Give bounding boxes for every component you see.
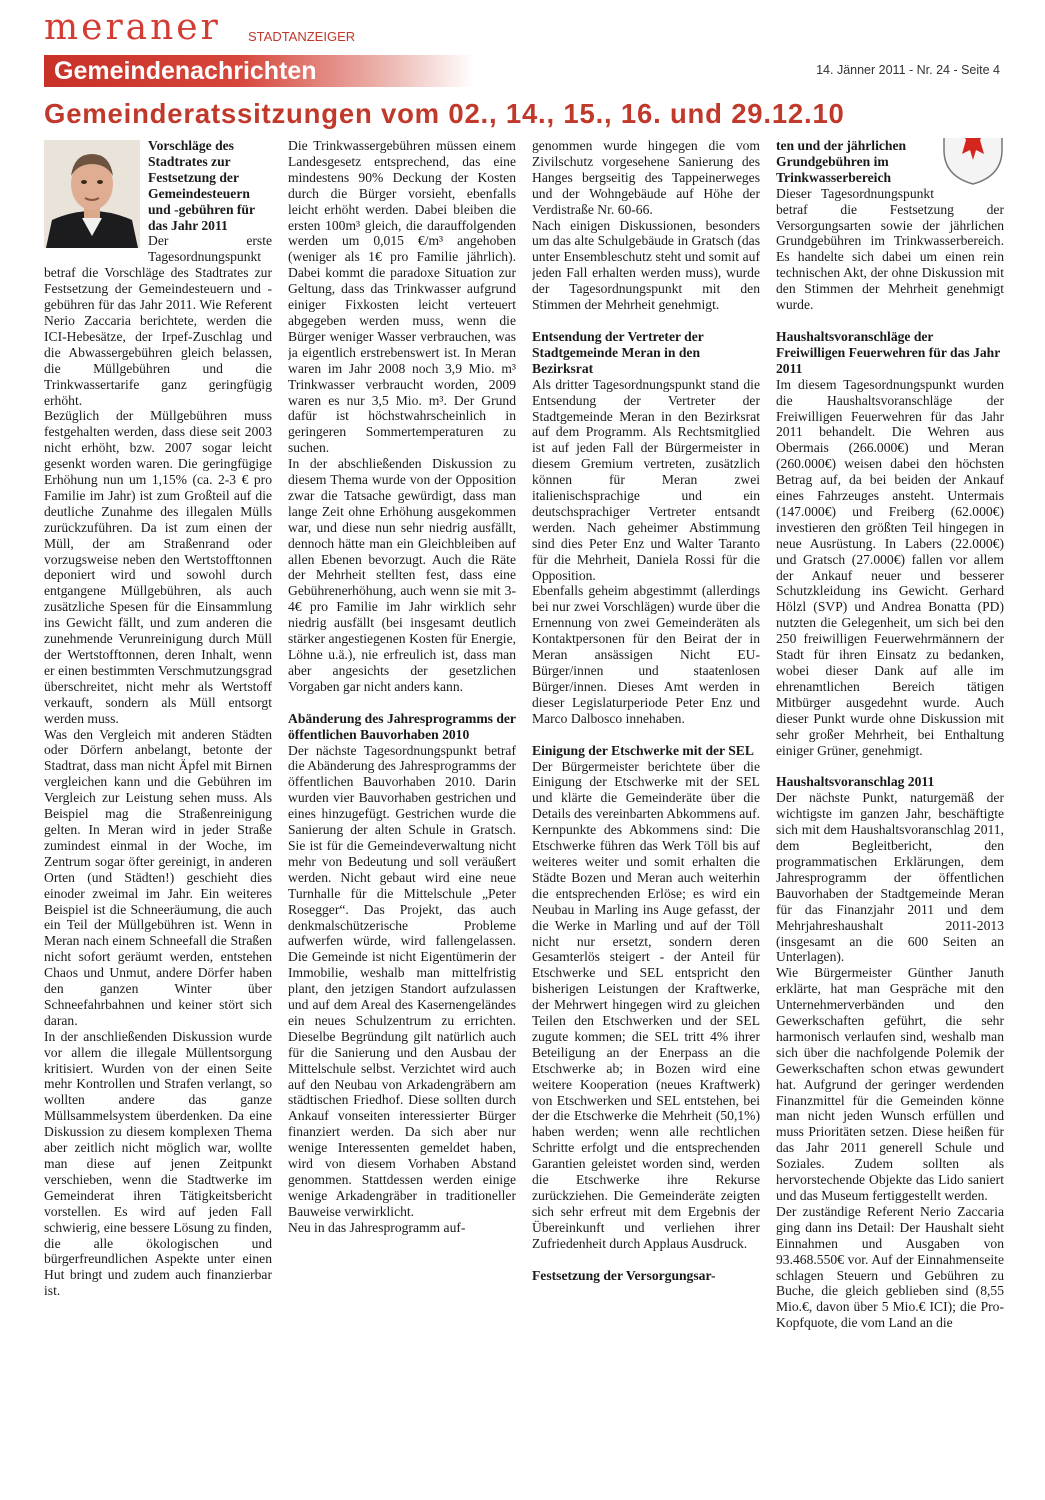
paragraph: Wie Bürgermeister Günther Januth erklärte, hat man Gespräche mit den Unternehmerverbänden und den Gewerkschaften geführt, die sehr harmonisch verlaufen sind, weshalb man sich über die nachfolgende Polemik der Gewerkschaften schon etwas gewundert hat. Aufgrund der geringer werdenden Finanzmittel für die Gemeinden könne man nicht jeden Wunsch erfüllen und muss Prioritäten setzen. Diese heißen für das Jahr 2011 generell Schule und Soziales. Zudem sollten als hervorstechende Objekte das Lido saniert und das Museum fertiggestellt werden. — [776, 965, 1004, 1203]
column-4 — [776, 138, 1004, 1488]
article-headline: Gemeinderatssitzungen vom 02., 14., 15., 16. und 29.12.10 — [44, 98, 845, 129]
paragraph: Der nächste Tagesordnungspunkt betraf die Abänderung des Jahresprogramms der öffentlichen Bauvorhaben 2010. Darin wurden vier Bauvorhaben gestrichen und eines hinzugefügt. Gestrichen wurde die Sanierung der alten Schule in Gratsch. Sie ist für die Gemeindeverwaltung nicht mehr von Bedeutung und soll veräußert werden. Nicht gebaut wird eine neue Turnhalle für die Mittelschule „Peter Rosegger“. Das Projekt, das auch denkmalschützerische Probleme aufwerfen würde, wird fallengelassen. Die Gemeinde ist nicht Eigentümerin der Immobilie, weshalb man mittelfristig plant, den jetzigen Standort aufzulassen und auf dem Areal des Kasernengeländes ein neues Schulzentrum zu errichten. Dieselbe Begründung gilt natürlich auch für die Sanierung und den Ausbau der Mittelschule selbst. Verzichtet wird auch auf den Neubau von Arkadengräbern am städtischen Friedhof. Diese sollten durch Ankauf vonseiten interessierter Bürger finanziert werden. Da sich aber nur wenige Interessenten gemeldet haben, wird von diesem Vorhaben Abstand genommen. Stattdessen werden einige wenige Arkadengräber in traditioneller Bauweise verwirklicht. — [288, 742, 516, 1219]
brand-subtitle: STADTANZEIGER — [248, 29, 356, 44]
paragraph: Ebenfalls geheim abgestimmt (allerdings bei nur zwei Vorschlägen) wurde über die Ernennung von zwei Gemeinderäten als Kontaktpersonen für den Beirat der in Meran ansässigen Nicht EU-Bürger/innen und staatenlosen Bürger/innen. Dieses Amt werden in dieser Legislaturperiode Peter Enz und Marco Dalbosco innehaben. — [532, 583, 760, 726]
paragraph: Dieser Tagesordnungspunkt betraf die Festsetzung der Versorgungsarten sowie der jährlichen Grundgebühren im Trinkwasserbereich. Es handelte sich dabei um einen rein technischen Akt, der ohne Diskussion mit den Stimmen der Mehrheit genehmigt wurde. — [776, 185, 1004, 313]
paragraph: Als dritter Tagesordnungspunkt stand die Entsendung der Vertreter der Stadtgemeinde Meran in den Bezirksrat auf dem Programm. Als Rechtsmitglied ist auf jeden Fall der Bürgermeister in diesem Gremium vertreten, zusätzlich können für Meran zwei italienischsprachige und ein deutschsprachiger Vertreter entsandt werden. Nach geheimer Abstimmung sind dies Peter Enz und Walter Taranto für die Mehrheit, Daniela Rossi für die Opposition. — [532, 376, 760, 583]
masthead — [44, 7, 356, 48]
paragraph: genommen wurde hingegen die vom Zivilschutz vorgesehene Sanierung des Hanges bergseitig des Tappeinerweges und der Wohngebäude auf Höhe der Verdistraße Nr. 60-66. — [532, 138, 760, 217]
paragraph: Die Trinkwassergebühren müssen einem Landesgesetz entsprechend, das eine mindestens 90% Deckung der Kosten durch die Bürger vorsieht, ebenfalls leicht erhöht werden. Dabei bleiben die ersten 100m³ gleich, die darauffolgenden werden um 0,015 €/m³ angehoben (weniger als 1€ pro Familie jährlich). Dabei kommt die paradoxe Situation zur Geltung, dass das Trinkwasser aufgrund einiger Fixkosten leicht verteuert abgegeben werden muss, wenn die Bürger weniger Wasser verbrauchen, was ja eigentlich erstrebenswert ist. In Meran waren im Jahr 2008 noch 3,9 Mio. m³ Trinkwasser verbraucht worden, 2009 waren es nur 3,5 Mio. m³. Der Grund dafür ist höchstwahrscheinlich in geringeren Sommertemperaturen zu suchen. — [288, 138, 516, 456]
paragraph: Der erste Tagesordnungspunkt betraf die Vorschläge des Stadtrates zur Festsetzung der Gemeindesteuern und -gebühren für das Jahr 2011. Wie Referent Nerio Zaccaria berichtete, werden die ICI-Hebesätze, der Irpef-Zuschlag und die Abwassergebühren gleich belassen, die Müllgebühren und die Trinkwassertarife ganz geringfügig erhöht. — [44, 233, 272, 408]
portrait-photo — [44, 140, 140, 248]
paragraph: In der anschließenden Diskussion wurde vor allem die illegale Müllentsorgung kritisiert. Wurden von der einen Seite mehr Kontrollen und Strafen verlangt, so wollten andere das ganze Müllsammelsystem überdenken. Da eine Diskussion zu diesem komplexen Thema aber zeitlich nicht möglich war, wollte man diese auf jenen Zeitpunkt verschieben, wenn die Stadtwerke im Gemeinderat ihren Tätigkeitsbericht vorstellen. Es wird auf jeden Fall schwierig, eine bessere Lösung zu finden, die alle ökologischen und bürgerfreundlichen Aspekte unter einen Hut bringt und zudem auch finanzierbar ist. — [44, 1028, 272, 1299]
heading-steuern: Vorschläge des Stadtrates zur Festsetzung der Gemeindesteuern und -gebühren für das Jahr 2011 — [148, 138, 255, 233]
column-1 — [44, 138, 272, 1458]
brand-logo: meraner — [44, 7, 221, 48]
paragraph: Was den Vergleich mit anderen Städten oder Dörfern anbelangt, betonte der Stadtrat, dass man nicht Äpfel mit Birnen vergleichen kann und die Gebühren im Vergleich zur Leistung sehen muss. Als Beispiel mag die Straßenreinigung gelten. In Meran wird in jeder Straße zumindest einmal in der Woche, im Zentrum sogar öfter gereinigt, in anderen Orten (und Städten!) geschieht dies einoder zweimal im Jahr. Ein weiteres Beispiel ist die Schneeräumung, die auch ein Teil der Müllgebühren ist. Wenn in Meran nach einem Schneefall die Straßen nicht sofort geräumt werden, entstehen Chaos und Unmut, andere Dörfer haben den ganzen Winter über Schneefahrbahnen und keiner stört sich daran. — [44, 726, 272, 1028]
paragraph: Im diesem Tagesordnungspunkt wurden die Haushaltsvoranschläge der Freiwilligen Feuerwehren für das Jahr 2011 behandelt. Die Wehren aus Obermais (266.000€) und Meran (260.000€) weisen dabei den höchsten Betrag auf, da bei beiden der Ankauf eines Fahrzeuges ansteht. Untermais (147.000€) und Freiberg (62.000€) investieren den größten Teil hingegen in neue Ausrüstung. In Labers (22.000€) und Gratsch (27.000€) fallen vor allem der Ankauf neuer und besserer Schutzkleidung ins Gewicht. Gerhard Hölzl (SVP) und Andrea Bonatta (PD) nutzten die Gelegenheit, um sich bei den 250 freiwilligen Feuerwehrmännern der Stadt für ihren Einsatz zu bedanken, wobei dieser Dank auf alle im ehrenamtlichen Bereich tätigen Mitbürger ausgedehnt wurde. Auch dieser Punkt wurde ohne Diskussion mit sehr großer Mehrheit, bei Enthaltung einiger Grüner, genehmigt. — [776, 376, 1004, 758]
paragraph: Neu in das Jahresprogramm auf- — [288, 1219, 466, 1235]
column-3 — [532, 138, 760, 1478]
heading-versorgungsarten: Festsetzung der Versorgungsar- — [532, 1267, 716, 1283]
heading-bauvorhaben: Abänderung des Jahresprogramms der öffentlichen Bauvorhaben 2010 — [288, 710, 516, 742]
issue-info: 14. Jänner 2011 - Nr. 24 - Seite 4 — [816, 63, 1000, 77]
coat-of-arms-icon — [942, 138, 1004, 186]
paragraph: Der Bürgermeister berichtete über die Einigung der Etschwerke mit der SEL und klärte die Gemeinderäte über die Details des vereinbarten Abkommens auf. Kernpunkte des Abkommens sind: Die Etschwerke führen das Werk Töll bis auf weiteres weiter und somit erhalten die Städte Bozen und Meran auch weiterhin die entsprechenden Erlöse; es wird ein Neubau in Marling ins Auge gefasst, der die Werke in Marling und auf der Töll nicht nur ersetzt, sondern deren Gesamterlös steigert - der Anteil für Etschwerke und SEL entspricht den bisherigen Leistungen der Kraftwerke, der Mehrwert hingegen wird zu gleichen Teilen den Etschwerken und der SEL zugute kommen; die SEL tritt 4% ihrer Beteiligung an der Enerpass an die Etschwerke ab; in Bozen wird eine weitere Kooperation (neues Kraftwerk) von Etschwerken und SEL entstehen, bei der die Etschwerke die Mehrheit (50,1%) haben werden; wenn alle rechtlichen Schritte erfolgt und die entsprechenden Garantien geleistet worden sind, werden die Etschwerke ihre Rekurse zurückziehen. Die Gemeinderäte zeigten sich sehr erfreut mit dem Ergebnis der Übereinkunft und verliehen ihrer Zufriedenheit durch Applaus Ausdruck. — [532, 758, 760, 1251]
paragraph: Nach einigen Diskussionen, besonders um das alte Schulgebäude in Gratsch (das unter Ensembleschutz steht und somit auf jeden Fall erhalten werden muss), wurde der Tagesordnungspunkt mit den Stimmen der Mehrheit genehmigt. — [532, 217, 760, 313]
paragraph: Der zuständige Referent Nerio Zaccaria ging dann ins Detail: Der Haushalt sieht Einnahmen und Ausgaben von 93.468.550€ vor. Auf der Einnahmenseite schlagen Steuern und Gebühren zu Buche, die gleich geblieben sind (8,55 Mio.€, davon über 5 Mio.€ ICI); die Pro-Kopfquote, die vom Land an die — [776, 1203, 1004, 1331]
column-2 — [288, 138, 516, 1488]
heading-trinkwasser: ten und der jährlichen Grundgebühren im Trinkwasserbereich — [776, 138, 907, 185]
section-title: Gemeindenachrichten — [54, 57, 317, 85]
paragraph: In der abschließenden Diskussion zu diesem Thema wurde von der Opposition zwar die Tatsache gewürdigt, dass man lange Zeit ohne Erhöhung ausgekommen war, und diese nun sehr niedrig ausfällt, dennoch hätte man ein Gleichbleiben auf allen Ebenen bevorzugt. Auch die Räte der Mehrheit stellten fest, dass eine Gebührenerhöhung, auch wenn sie mit 3-4€ pro Familie im Jahr wirklich sehr niedrig ausfällt (bei insgesamt deutlich stärker angestiegenen Kosten für Energie, Löhne u.ä.), nie erfreulich ist, dass man aber angesichts der gesetzlichen Vorgaben gar nicht anders kann. — [288, 456, 516, 694]
section-bar — [44, 55, 474, 87]
heading-etschwerke: Einigung der Etschwerke mit der SEL — [532, 742, 754, 758]
paragraph: Bezüglich der Müllgebühren muss festgehalten werden, dass diese seit 2003 nicht erhöht, bzw. 2007 sogar leicht gesenkt worden waren. Die geringfügige Erhöhung nun um 1,15% (ca. 2-3 € pro Familie im Jahr) ist zum Großteil auf die deutliche Zunahme des illegalen Mülls zurückzuführen. Da ist zum einen der Müll, der am Straßenrand oder vorzugsweise neben den Wertstofftonnen deponiert wird und sowohl durch entgangene Müllgebühren, als auch zusätzliche Spesen für die Einsammlung ins Gewicht fällt, und zum anderen die zunehmende Verunreinigung durch Müll der Wertstofftonnen, deren Inhalt, wenn er einen bestimmten Verschmutzungsgrad überschreitet, nicht mehr als Wertstoff verkauft, sondern als Müll entsorgt werden muss. — [44, 408, 272, 726]
heading-feuerwehren: Haushaltsvoranschläge der Freiwilligen Feuerwehren für das Jahr 2011 — [776, 328, 1001, 376]
paragraph: Der nächste Punkt, naturgemäß der wichtigste im ganzen Jahr, beschäftigte sich mit dem Haushaltsvoranschlag 2011, dem Begleitbericht, den programmatischen Erklärungen, dem Jahresprogramm der öffentlichen Bauvorhaben der Stadtgemeinde Meran für das Finanzjahr 2011 und dem Mehrjahreshaushalt 2011-2013 (insgesamt an die 600 Seiten an Unterlagen). — [776, 790, 1004, 965]
heading-bezirksrat: Entsendung der Vertreter der Stadtgemeinde Meran in den Bezirksrat — [532, 328, 704, 376]
heading-haushalt: Haushaltsvoranschlag 2011 — [776, 774, 935, 790]
